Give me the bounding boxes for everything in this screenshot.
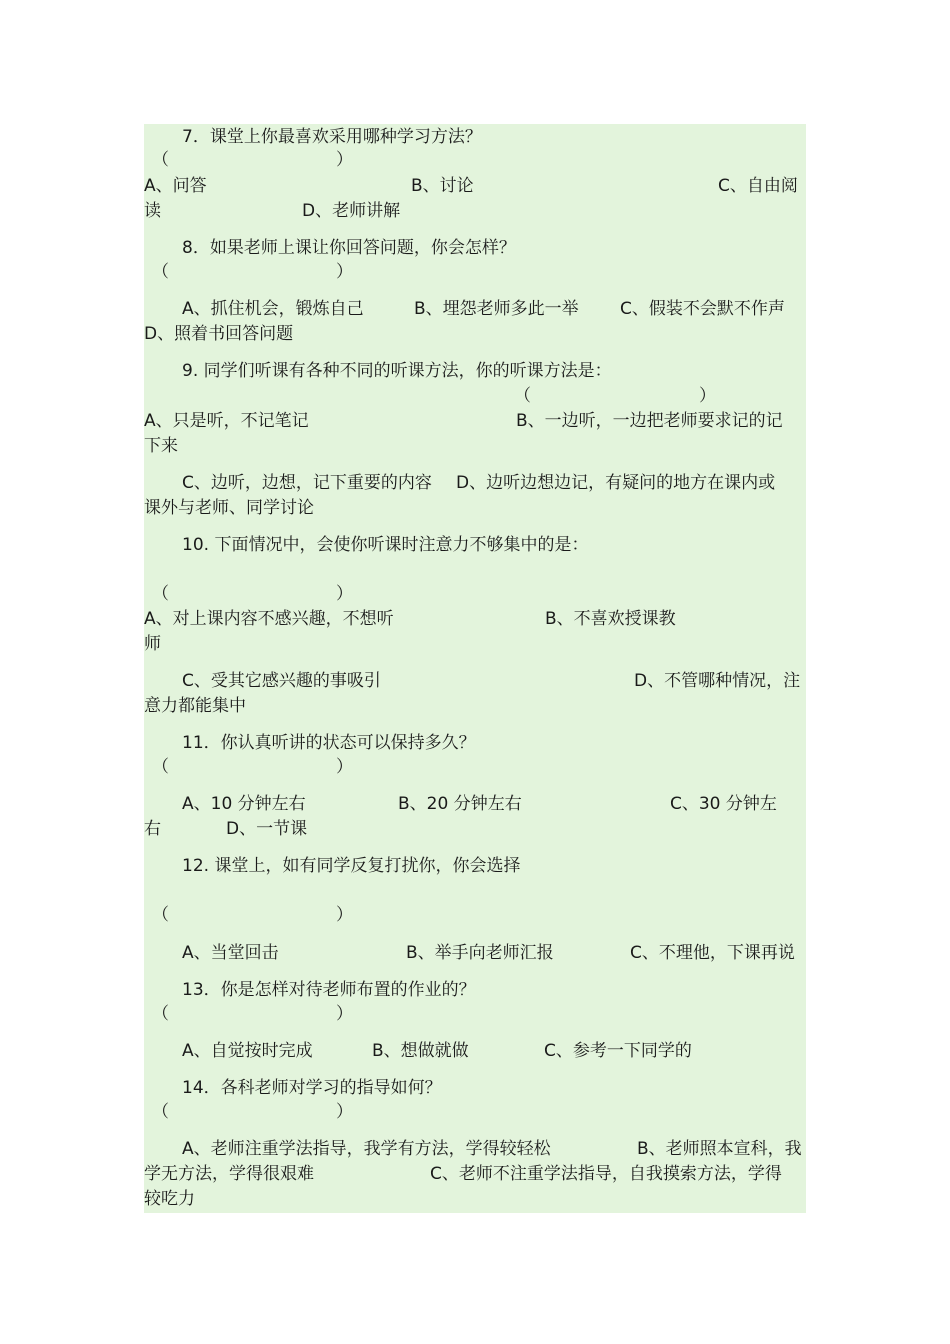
- q14-option-c: C、老师不注重学法指导，自我摸索方法，学得: [430, 1164, 782, 1184]
- q11-option-c: C、30 分钟左: [670, 794, 777, 814]
- q8-option-b: B、埋怨老师多此一举: [414, 299, 579, 319]
- q8-option-a: A、抓住机会，锻炼自己: [182, 299, 364, 319]
- q14-option-b: B、老师照本宣科，我: [637, 1139, 802, 1159]
- answer-blank-11-open: （: [152, 757, 169, 777]
- q10-option-d: D、不管哪种情况，注: [634, 671, 801, 691]
- answer-blank-10-close: ）: [336, 584, 353, 604]
- answer-blank-14-open: （: [152, 1102, 169, 1122]
- q11-option-d: D、一节课: [226, 819, 308, 839]
- q9-option-d: D、边听边想边记，有疑问的地方在课内或: [456, 473, 776, 493]
- question-10: 10. 下面情况中，会使你听课时注意力不够集中的是：: [182, 535, 589, 555]
- q8-option-d: D、照着书回答问题: [144, 324, 294, 344]
- q9-option-a: A、只是听，不记笔记: [144, 411, 309, 431]
- q13-option-b: B、想做就做: [372, 1041, 469, 1061]
- q12-option-c: C、不理他，下课再说: [630, 943, 795, 963]
- answer-blank-13-open: （: [152, 1004, 169, 1024]
- question-9: 9. 同学们听课有各种不同的听课方法，你的听课方法是：: [182, 361, 612, 381]
- q10-option-c: C、受其它感兴趣的事吸引: [182, 671, 381, 691]
- q14-option-a: A、老师注重学法指导，我学有方法，学得较轻松: [182, 1139, 551, 1159]
- question-8: 8．如果老师上课让你回答问题，你会怎样？: [182, 238, 516, 258]
- answer-blank-8-open: （: [152, 262, 169, 282]
- answer-blank-12-close: ）: [336, 905, 353, 925]
- q14-option-b-wrap: 学无方法，学得很艰难: [144, 1164, 314, 1184]
- q11-option-c-wrap: 右: [144, 819, 161, 839]
- question-7: 7．课堂上你最喜欢采用哪种学习方法？: [182, 127, 482, 147]
- question-14: 14．各科老师对学习的指导如何？: [182, 1078, 442, 1098]
- q8-option-c: C、假装不会默不作声: [620, 299, 785, 319]
- answer-blank-7-close: ）: [336, 150, 353, 170]
- q9-option-d-wrap: 课外与老师、同学讨论: [144, 498, 314, 518]
- q7-option-c-wrap: 读: [144, 201, 161, 221]
- answer-blank-14-close: ）: [336, 1102, 353, 1122]
- q14-option-c-wrap: 较吃力: [144, 1189, 195, 1209]
- answer-blank-12-open: （: [152, 905, 169, 925]
- q7-option-c: C、自由阅: [718, 176, 798, 196]
- q9-option-b-wrap: 下来: [144, 436, 178, 456]
- q13-option-a: A、自觉按时完成: [182, 1041, 313, 1061]
- answer-blank-10-open: （: [152, 584, 169, 604]
- question-13: 13．你是怎样对待老师布置的作业的？: [182, 980, 476, 1000]
- q13-option-c: C、参考一下同学的: [544, 1041, 692, 1061]
- questionnaire-page: [144, 124, 806, 1213]
- q12-option-b: B、举手向老师汇报: [406, 943, 554, 963]
- answer-blank-7-open: （: [152, 150, 169, 170]
- q7-option-d: D、老师讲解: [302, 201, 401, 221]
- answer-blank-13-close: ）: [336, 1004, 353, 1024]
- answer-blank-9-open: （: [514, 386, 531, 406]
- answer-blank-9-close: ）: [699, 386, 716, 406]
- q7-option-b: B、讨论: [411, 176, 474, 196]
- q9-option-c: C、边听，边想，记下重要的内容: [182, 473, 432, 493]
- question-12: 12. 课堂上，如有同学反复打扰你，你会选择: [182, 856, 521, 876]
- q10-option-d-wrap: 意力都能集中: [144, 696, 246, 716]
- answer-blank-11-close: ）: [336, 757, 353, 777]
- question-11: 11．你认真听讲的状态可以保持多久？: [182, 733, 476, 753]
- q10-option-b: B、不喜欢授课教: [545, 609, 676, 629]
- q10-option-a: A、对上课内容不感兴趣，不想听: [144, 609, 394, 629]
- q7-option-a: A、问答: [144, 176, 207, 196]
- q11-option-b: B、20 分钟左右: [398, 794, 522, 814]
- q11-option-a: A、10 分钟左右: [182, 794, 306, 814]
- answer-blank-8-close: ）: [336, 262, 353, 282]
- q9-option-b: B、一边听，一边把老师要求记的记: [516, 411, 783, 431]
- q12-option-a: A、当堂回击: [182, 943, 279, 963]
- q10-option-b-wrap: 师: [144, 634, 161, 654]
